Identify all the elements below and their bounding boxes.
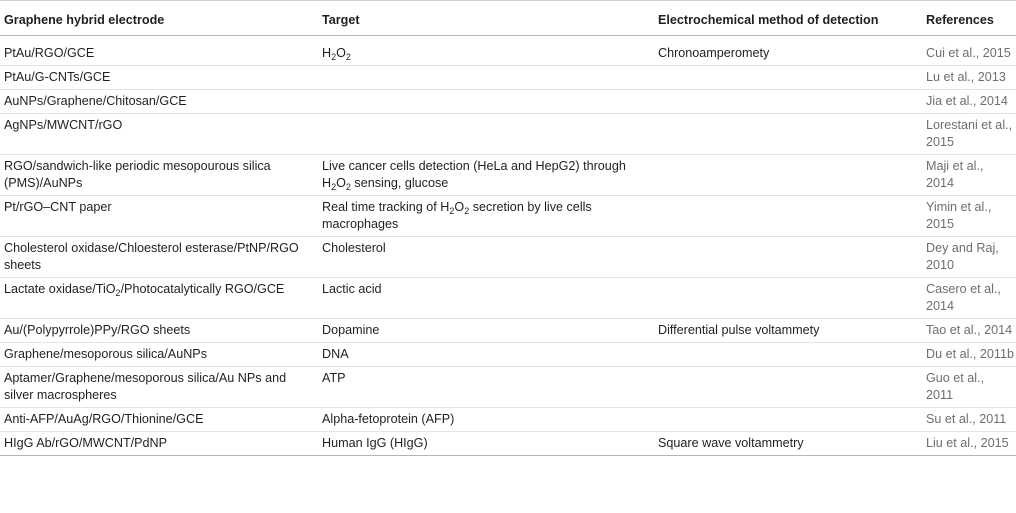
cell-reference: Yimin et al., 2015 [922, 196, 1016, 237]
table-row [0, 66, 1016, 90]
cell-target: Live cancer cells detection (HeLa and HepG2) through $H_2O_2$ sensing, glucose [318, 155, 654, 196]
cell-reference: Tao et al., 2014 [922, 319, 1016, 343]
cell-method [654, 278, 922, 319]
cell-electrode: Cholesterol oxidase/Chloesterol esterase/PtNP/RGO sheets [0, 237, 318, 278]
header-references: References [922, 1, 1016, 36]
header-row [0, 1, 1016, 36]
table-row [0, 36, 1016, 66]
cell-electrode: PtAu/RGO/GCE [0, 36, 318, 66]
cell-reference: Jia et al., 2014 [922, 90, 1016, 114]
table-body [0, 36, 1016, 456]
cell-electrode: Aptamer/Graphene/mesoporous silica/Au NPs and silver macrospheres [0, 367, 318, 408]
cell-method [654, 237, 922, 278]
table-row [0, 237, 1016, 278]
table-row [0, 90, 1016, 114]
table-row [0, 278, 1016, 319]
cell-method: Differential pulse voltammety [654, 319, 922, 343]
cell-electrode: Lactate oxidase/TiO$_2$/Photocatalytically RGO/GCE [0, 278, 318, 319]
cell-target: Real time tracking of $H_2O_2$ secretion by live cells macrophages [318, 196, 654, 237]
cell-electrode: PtAu/G-CNTs/GCE [0, 66, 318, 90]
cell-target: Lactic acid [318, 278, 654, 319]
cell-reference: Du et al., 2011b [922, 343, 1016, 367]
cell-method [654, 66, 922, 90]
cell-method [654, 90, 922, 114]
cell-electrode: Graphene/mesoporous silica/AuNPs [0, 343, 318, 367]
cell-reference: Lu et al., 2013 [922, 66, 1016, 90]
table-header [0, 1, 1016, 36]
cell-reference: Lorestani et al., 2015 [922, 114, 1016, 155]
cell-electrode: AgNPs/MWCNT/rGO [0, 114, 318, 155]
cell-target: Cholesterol [318, 237, 654, 278]
cell-electrode: RGO/sandwich-like periodic mesopourous silica (PMS)/AuNPs [0, 155, 318, 196]
cell-reference: Liu et al., 2015 [922, 432, 1016, 456]
cell-method [654, 196, 922, 237]
cell-target [318, 90, 654, 114]
cell-electrode: HIgG Ab/rGO/MWCNT/PdNP [0, 432, 318, 456]
cell-reference: Cui et al., 2015 [922, 36, 1016, 66]
cell-electrode: Anti-AFP/AuAg/RGO/Thionine/GCE [0, 408, 318, 432]
cell-reference: Dey and Raj, 2010 [922, 237, 1016, 278]
cell-target: Dopamine [318, 319, 654, 343]
cell-target: DNA [318, 343, 654, 367]
cell-electrode: AuNPs/Graphene/Chitosan/GCE [0, 90, 318, 114]
table-row [0, 432, 1016, 456]
cell-method [654, 114, 922, 155]
cell-method [654, 155, 922, 196]
table-row [0, 155, 1016, 196]
table-row [0, 408, 1016, 432]
cell-reference: Maji et al., 2014 [922, 155, 1016, 196]
header-target: Target [318, 1, 654, 36]
cell-target [318, 114, 654, 155]
table-row [0, 196, 1016, 237]
table-row [0, 367, 1016, 408]
cell-method: Square wave voltammetry [654, 432, 922, 456]
table-row [0, 343, 1016, 367]
cell-electrode: Pt/rGO–CNT paper [0, 196, 318, 237]
cell-reference: Guo et al., 2011 [922, 367, 1016, 408]
cell-reference: Su et al., 2011 [922, 408, 1016, 432]
cell-target: ATP [318, 367, 654, 408]
cell-method [654, 408, 922, 432]
header-electrode: Graphene hybrid electrode [0, 1, 318, 36]
cell-target: $H_2O_2$ [318, 36, 654, 66]
cell-target [318, 66, 654, 90]
cell-electrode: Au/(Polypyrrole)PPy/RGO sheets [0, 319, 318, 343]
header-method: Electrochemical method of detection [654, 1, 922, 36]
table-row [0, 114, 1016, 155]
cell-target: Human IgG (HIgG) [318, 432, 654, 456]
cell-reference: Casero et al., 2014 [922, 278, 1016, 319]
cell-method [654, 343, 922, 367]
cell-target: Alpha-fetoprotein (AFP) [318, 408, 654, 432]
cell-method [654, 367, 922, 408]
table-row [0, 319, 1016, 343]
cell-method: Chronoamperomety [654, 36, 922, 66]
